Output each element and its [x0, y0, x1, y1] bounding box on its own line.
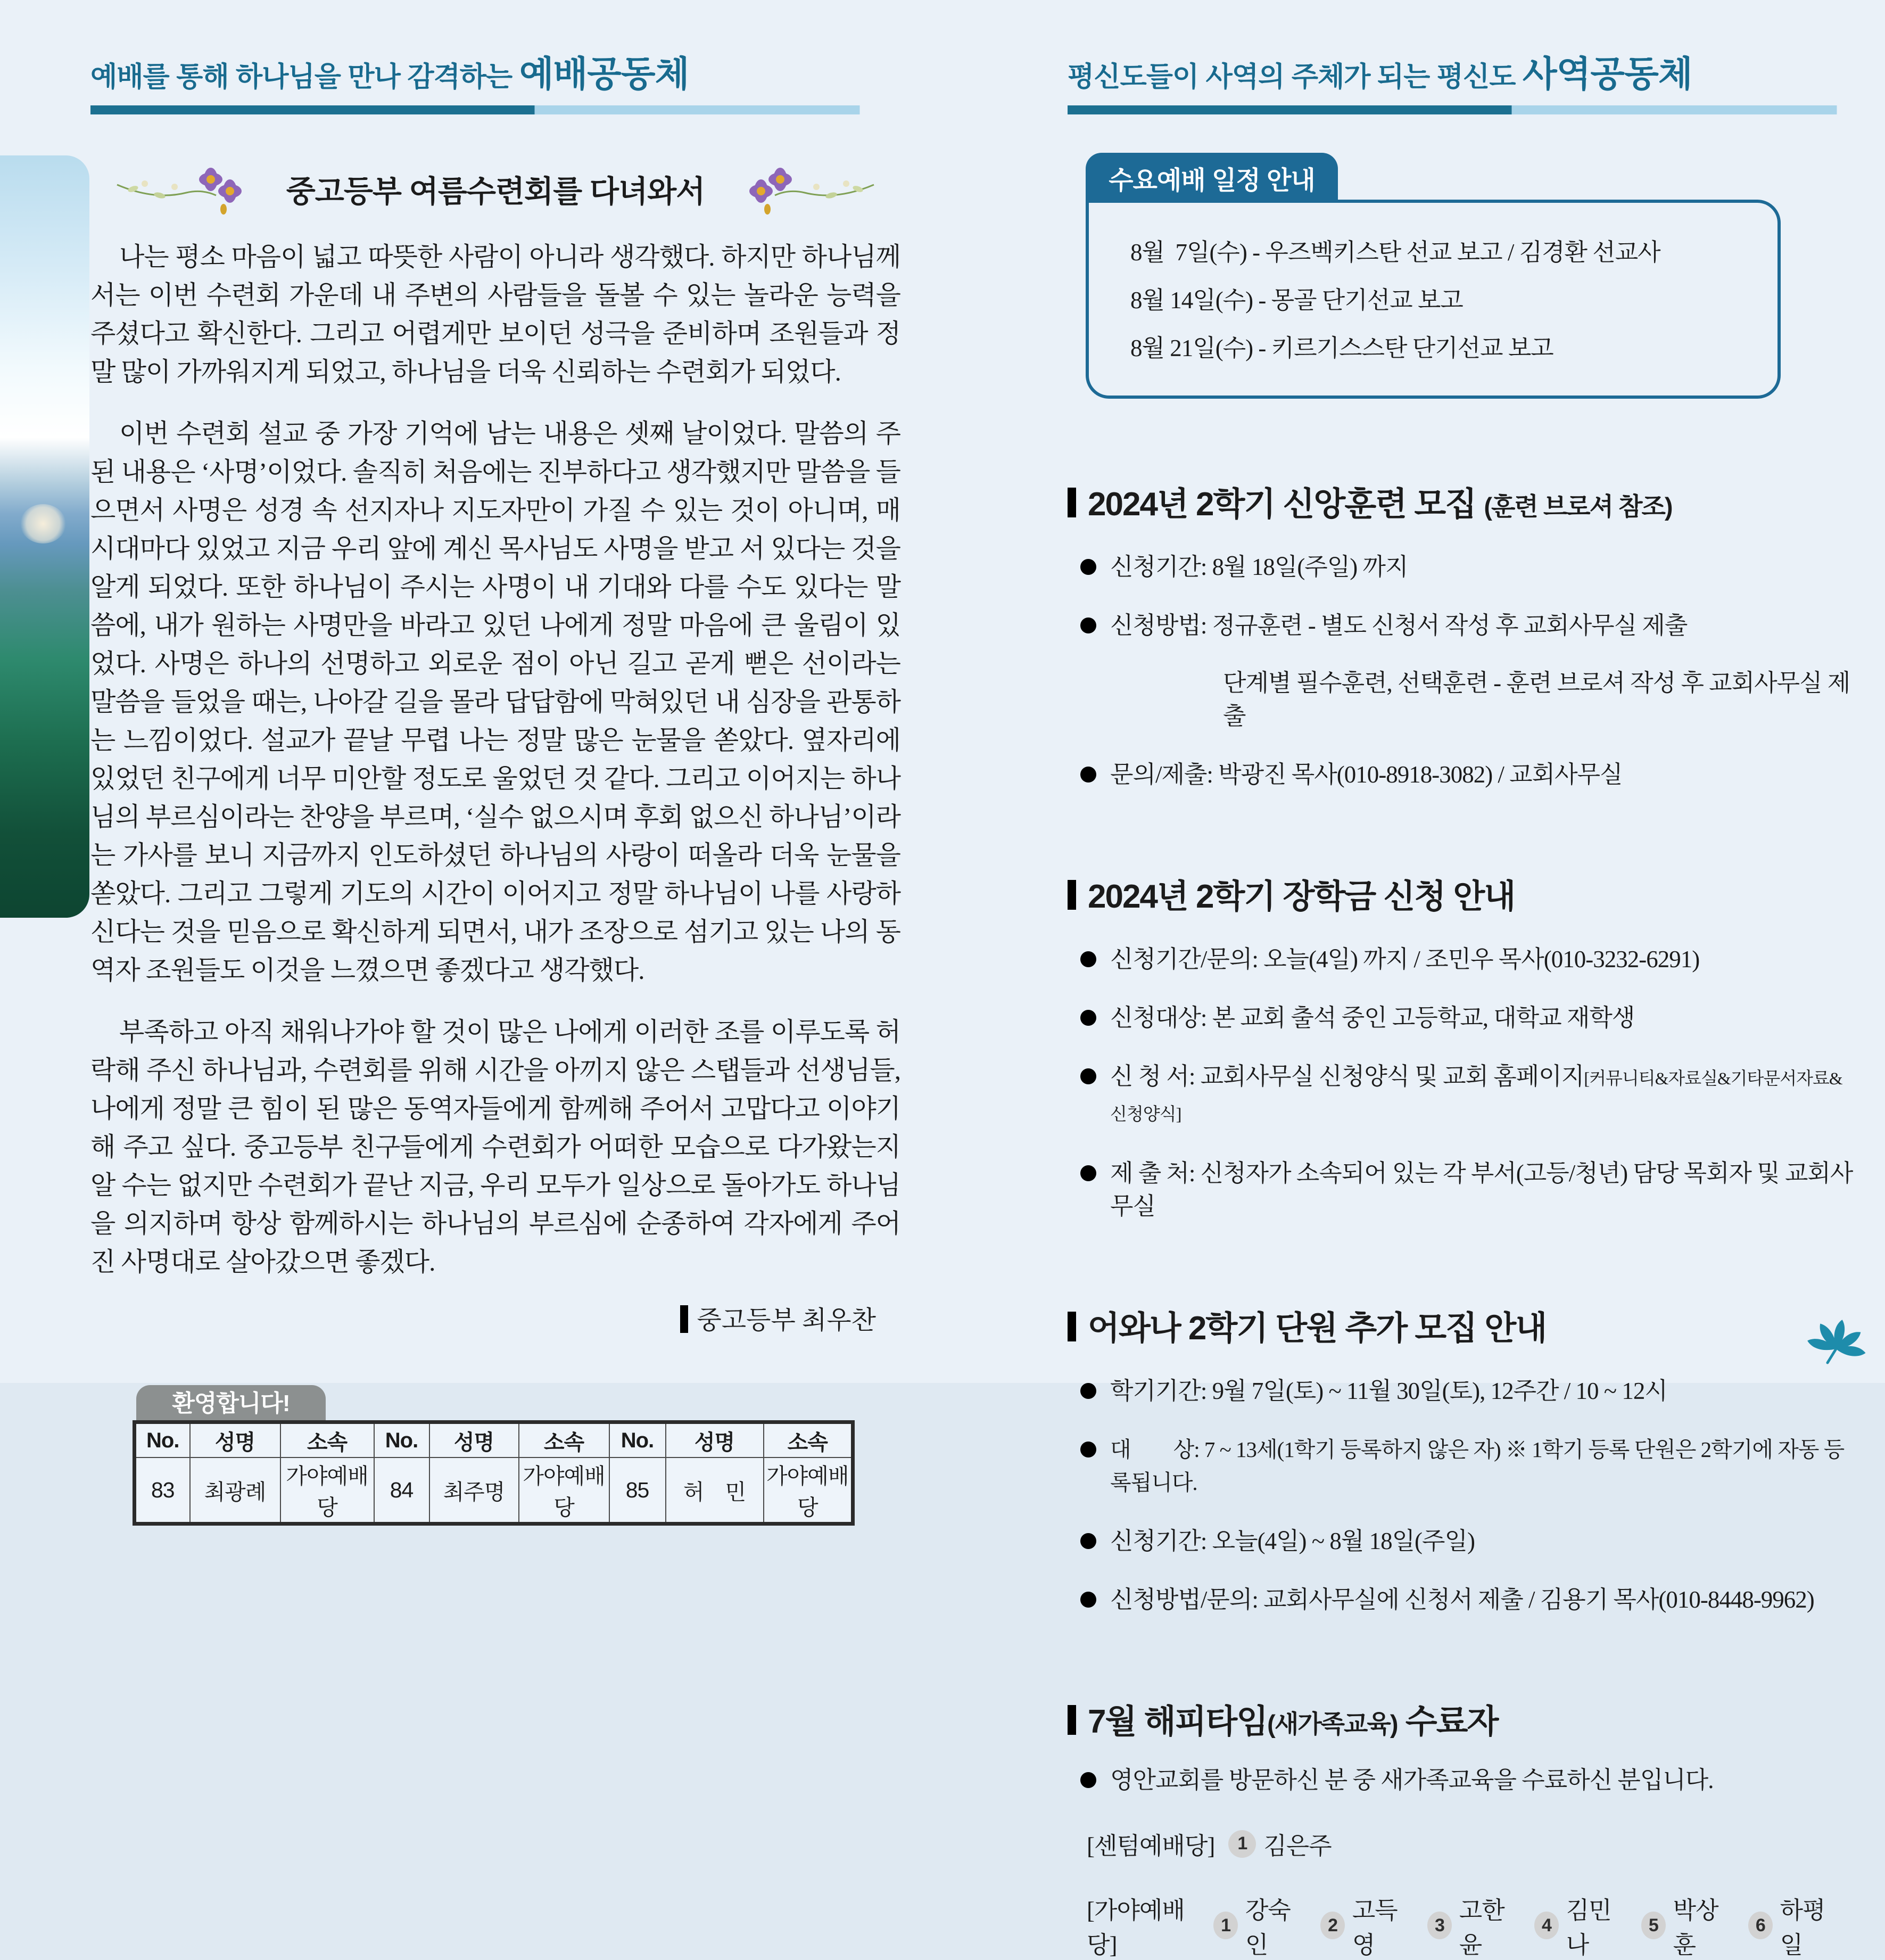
graduate — [1228, 1826, 1331, 1861]
article-title: 중고등부 여름수련회를 다녀와서 — [286, 175, 705, 209]
bullet-item — [1080, 1157, 1855, 1223]
article-paragraph: 부족하고 아직 채워나가야 할 것이 많은 나에게 이러한 조를 이루도록 허락해 주신 하나님과, 수련회를 위해 시간을 아끼지 않은 스탭들과 선생님들, 나에게 정말 큰 힘이 된 많은 동역자들에게 함께해 주어서 고맙다고 이야기해 주고 싶다. 중고등부 친구들에게 수련회가 어떠한 모습으로 다가왔는지 알 수는 없지만 수련회가 끝난 지금, 우리 모두가 일상으로 돌아가도 하나님을 의지하며 항상 함께하시는 하나님의 부르심에 순종하여 각자에게 주어진 사명대로 살아갔으면 좋겠다. — [90, 1017, 900, 1277]
graduate — [1427, 1891, 1518, 1960]
section-marker — [1068, 1312, 1076, 1341]
schedule-tab-label: 수요예배 일정 안내 — [1109, 166, 1315, 195]
col-no: No. — [135, 1422, 190, 1458]
section-title — [1068, 477, 1855, 525]
col-no: No. — [609, 1422, 666, 1458]
cell-affiliation: 가야예배당 — [764, 1457, 853, 1524]
bullet-dot-icon — [1080, 1068, 1096, 1084]
schedule-item: 8월 7일(수) - 우즈벡키스탄 선교 보고 / 김경환 선교사 — [1130, 239, 1660, 266]
bullet-dot-icon — [1080, 767, 1096, 783]
cell-affiliation: 가야예배당 — [519, 1457, 609, 1524]
header-left-emphasis: 예배공동체 — [519, 54, 689, 94]
header-right-emphasis: 사역공동체 — [1522, 54, 1692, 94]
section-title-small: (새가족교육) — [1267, 1710, 1398, 1738]
header-underline — [90, 105, 883, 114]
ministry-community-column — [1068, 46, 1855, 1960]
col-name: 성명 — [666, 1422, 764, 1458]
col-name: 성명 — [190, 1422, 280, 1458]
flower-sprig-icon — [730, 163, 879, 215]
flower-sprig-icon — [112, 163, 261, 215]
graduate-name: 강숙인 — [1245, 1897, 1291, 1958]
bullet-item — [1080, 1060, 1855, 1131]
circled-number: 1 — [1213, 1912, 1237, 1939]
section-title-text: 어와나 2학기 단원 추가 모집 안내 — [1088, 1310, 1547, 1347]
section-title — [1068, 1302, 1855, 1349]
col-affiliation: 소속 — [280, 1422, 374, 1458]
section-title — [1068, 1695, 1855, 1742]
bullet-item — [1080, 1001, 1855, 1034]
bullet-text: 영안교회를 방문하신 분 중 새가족교육을 수료하신 분입니다. — [1110, 1767, 1714, 1793]
bullet-item — [1080, 609, 1855, 732]
cell-name: 허 민 — [666, 1457, 764, 1524]
cell-affiliation: 가야예배당 — [280, 1457, 374, 1524]
bullet-item — [1080, 1433, 1855, 1499]
graduate — [1748, 1891, 1839, 1960]
section-happytime — [1068, 1695, 1855, 1960]
circled-number: 1 — [1228, 1830, 1256, 1858]
section-awana — [1068, 1302, 1855, 1616]
bullet-text: 학기기간: 9월 7일(토) ~ 11월 30일(토), 12주간 / 10 ~ 12시 — [1110, 1378, 1667, 1404]
bullet-dot-icon — [1080, 1592, 1096, 1608]
bullet-text: 신청기간: 8월 18일(주일) 까지 — [1110, 554, 1408, 580]
newcomer-table — [133, 1420, 855, 1526]
bullet-item — [1080, 943, 1855, 976]
graduate-name: 하평일 — [1780, 1897, 1825, 1958]
bullet-text: 대 상: 7 ~ 13세(1학기 등록하지 않은 자) ※ 1학기 등록 단원은 2학기에 자동 등록됩니다. — [1110, 1437, 1845, 1495]
section-title — [1068, 870, 1855, 917]
header-left-prefix: 예배를 통해 하나님을 만나 감격하는 — [90, 62, 519, 93]
cell-no: 84 — [374, 1457, 429, 1524]
venue-label: [가야예배당] — [1087, 1897, 1185, 1958]
wednesday-worship-box — [1068, 153, 1855, 399]
col-affiliation: 소속 — [764, 1422, 853, 1458]
left-column-header — [90, 46, 900, 114]
bullet-subtext: 단계별 필수훈련, 선택훈련 - 훈련 브로셔 작성 후 교회사무실 제출 — [1223, 670, 1850, 729]
right-column-header — [1068, 46, 1855, 114]
section-title-suffix: (훈련 브로셔 참조) — [1484, 492, 1672, 521]
section-marker — [1068, 1705, 1076, 1735]
welcome-tab — [136, 1385, 326, 1420]
schedule-item: 8월 14일(수) - 몽골 단기선교 보고 — [1130, 287, 1463, 314]
leaf-icon — [1803, 1312, 1867, 1376]
bullet-text: 신청방법: 정규훈련 - 별도 신청서 작성 후 교회사무실 제출 — [1110, 612, 1688, 639]
article-paragraph: 나는 평소 마음이 넓고 따뜻한 사람이 아니라 생각했다. 하지만 하나님께서는 이번 수련회 가운데 내 주변의 사람들을 돌볼 수 있는 놀라운 능력을 주셨다고 확신한다. 그리고 어렵게만 보이던 성극을 준비하며 조원들과 정말 많이 가까워지게 되었고, 하나님을 더욱 신뢰하는 수련회가 되었다. — [90, 242, 900, 386]
col-affiliation: 소속 — [519, 1422, 609, 1458]
sun-glow — [20, 504, 66, 543]
cell-name: 최광례 — [190, 1457, 280, 1524]
worship-community-column — [90, 46, 900, 1526]
bullet-text: 신 청 서: 교회사무실 신청양식 및 교회 홈페이지 — [1110, 1063, 1584, 1090]
welcome-tab-label: 환영합니다! — [172, 1390, 290, 1417]
bullet-text: 제 출 처: 신청자가 소속되어 있는 각 부서(고등/청년) 담당 목회자 및 교회사무실 — [1110, 1160, 1853, 1220]
bullet-text: 문의/제출: 박광진 목사(010-8918-3082) / 교회사무실 — [1110, 761, 1623, 788]
bullet-note: [커뮤니티&자료실&기타문서자료&신청양식] — [1110, 1069, 1842, 1124]
circled-number: 2 — [1320, 1912, 1344, 1939]
section-title-text: 2024년 2학기 신앙훈련 모집 — [1088, 486, 1484, 523]
bullet-text: 신청방법/문의: 교회사무실에 신청서 제출 / 김용기 목사(010-8448-9962) — [1110, 1586, 1814, 1613]
section-faith-training — [1068, 477, 1855, 791]
graduate-name: 박상훈 — [1673, 1897, 1718, 1958]
author-name: 중고등부 최우찬 — [697, 1306, 876, 1335]
bullet-item — [1080, 1764, 1855, 1797]
cell-name: 최주명 — [429, 1457, 519, 1524]
bullet-text: 신청기간/문의: 오늘(4일) 까지 / 조민우 목사(010-3232-6291) — [1110, 946, 1700, 973]
section-title-text: 2024년 2학기 장학금 신청 안내 — [1088, 878, 1515, 915]
cell-no: 83 — [135, 1457, 190, 1524]
col-no: No. — [374, 1422, 429, 1458]
graduate-name: 고한윤 — [1459, 1897, 1504, 1958]
bullet-text: 신청대상: 본 교회 출석 중인 고등학교, 대학교 재학생 — [1110, 1004, 1635, 1031]
author-marker — [680, 1305, 688, 1333]
article-author — [90, 1299, 900, 1336]
bullet-dot-icon — [1080, 617, 1096, 633]
bullet-item — [1080, 550, 1855, 583]
graduate-name: 고득영 — [1352, 1897, 1398, 1958]
graduate-name: 김은주 — [1263, 1833, 1332, 1859]
bullet-dot-icon — [1080, 1442, 1096, 1457]
circled-number: 6 — [1748, 1912, 1772, 1939]
bullet-dot-icon — [1080, 951, 1096, 967]
venue-label: [센텀예배당] — [1087, 1833, 1215, 1859]
venue-line-gaya — [1087, 1891, 1855, 1960]
section-title-text: 수료자 — [1397, 1703, 1498, 1740]
circled-number: 5 — [1641, 1912, 1665, 1939]
table-header-row — [135, 1422, 853, 1458]
header-underline — [1068, 105, 1861, 114]
header-right-prefix: 평신도들이 사역의 주체가 되는 평신도 — [1068, 62, 1523, 93]
section-marker — [1068, 488, 1076, 517]
bullet-item — [1080, 1525, 1855, 1558]
bullet-dot-icon — [1080, 1010, 1096, 1026]
bullet-item — [1080, 1374, 1855, 1407]
col-name: 성명 — [429, 1422, 519, 1458]
section-scholarship — [1068, 870, 1855, 1223]
circled-number: 4 — [1534, 1912, 1558, 1939]
bullet-dot-icon — [1080, 1165, 1096, 1181]
schedule-item: 8월 21일(수) - 키르기스스탄 단기선교 보고 — [1130, 335, 1553, 361]
circled-number: 3 — [1427, 1912, 1451, 1939]
bullet-item — [1080, 1583, 1855, 1616]
section-marker — [1068, 880, 1076, 910]
article-paragraph: 이번 수련회 설교 중 가장 기억에 남는 내용은 셋째 날이었다. 말씀의 주된 내용은 ‘사명’이었다. 솔직히 처음에는 진부하다고 생각했지만 말씀을 들으면서 사명은 성경 속 선지자나 지도자만이 가질 수 있는 것이 아니며, 매 시대마다 있었고 지금 우리 앞에 계신 목사님도 사명을 받고 서 있다는 것을 알게 되었다. 또한 하나님이 주시는 사명이 내 기대와 다를 수도 있다는 말씀에, 내가 원하는 사명만을 바라고 있던 나에게 정말 마음에 큰 울림이 있었다. 사명은 하나의 선명하고 외로운 점이 아닌 길고 곧게 뻗은 선이라는 말씀을 들었을 때는, 나아갈 길을 몰라 답답함에 막혀있던 내 심장을 관통하는 느낌이었다. 설교가 끝날 무렵 나는 정말 많은 눈물을 쏟았다. 옆자리에 있었던 친구에게 너무 미안할 정도로 울었던 것 같다. 그리고 이어지는 하나님의 부르심이라는 찬양을 부르며, ‘실수 없으시며 후회 없으신 하나님’이라는 가사를 보니 지금까지 인도하셨던 하나님의 사랑이 떠올라 더욱 눈물을 쏟았다. 그리고 그렇게 기도의 시간이 이어지고 정말 하나님이 나를 사랑하신다는 것을 믿음으로 확신하게 되면서, 내가 조장으로 섬기고 있는 나의 동역자 조원들도 이것을 느꼈으면 좋겠다고 생각했다. — [90, 419, 900, 985]
section-title-text: 7월 해피타임 — [1088, 1703, 1268, 1740]
bullet-dot-icon — [1080, 1772, 1096, 1788]
graduate — [1534, 1891, 1625, 1960]
cell-no: 85 — [609, 1457, 666, 1524]
graduate — [1320, 1891, 1411, 1960]
schedule-body — [1086, 200, 1781, 399]
graduate — [1213, 1891, 1304, 1960]
wednesday-worship-tab — [1086, 153, 1338, 203]
bullet-item — [1080, 758, 1855, 791]
venue-line-centum — [1087, 1826, 1855, 1861]
bullet-text: 신청기간: 오늘(4일) ~ 8월 18일(주일) — [1110, 1528, 1475, 1554]
graduate-name: 김민나 — [1566, 1897, 1611, 1958]
bullet-dot-icon — [1080, 559, 1096, 575]
bullet-dot-icon — [1080, 1383, 1096, 1399]
mountain-photo-strip — [0, 155, 89, 918]
bullet-dot-icon — [1080, 1533, 1096, 1549]
table-row — [135, 1457, 853, 1524]
graduate — [1641, 1891, 1732, 1960]
article-title-row — [90, 163, 900, 215]
